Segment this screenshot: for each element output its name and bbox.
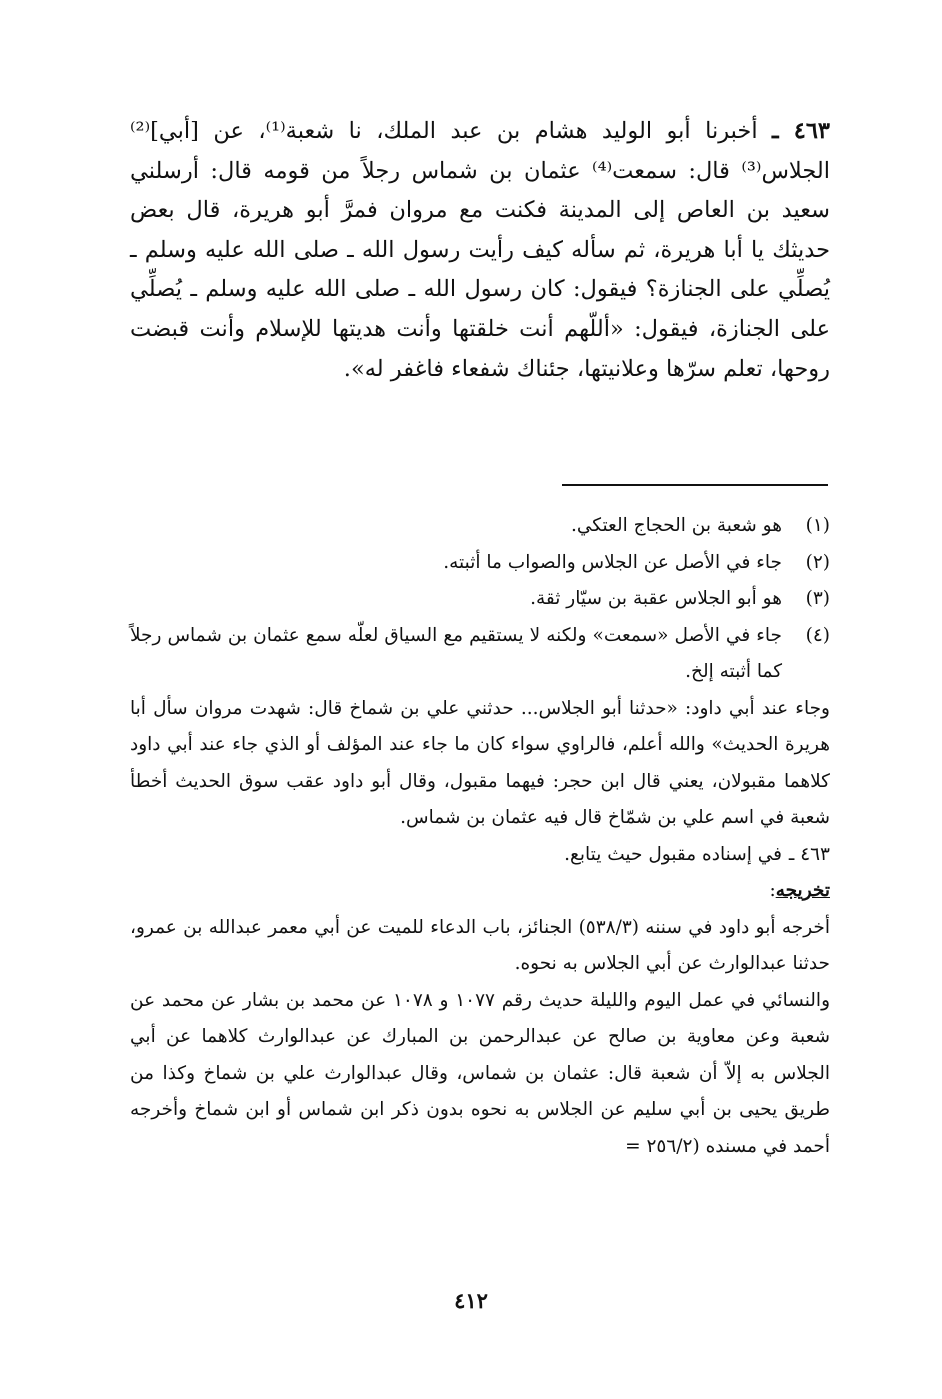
- hadith-paragraph: [130, 112, 830, 389]
- isnad-note: [130, 837, 830, 874]
- hadith-text: أخبرنا أبو الوليد هشام بن عبد الملك، نا شعبة⁽¹⁾، عن [أبي]⁽²⁾ الجلاس⁽³⁾ قال: سمعت⁽⁴⁾ عثمان بن شماس رجلاً من قومه قال: أرسلني سعيد بن العاص إلى المدينة فكنت مع مروان فمرَّ أبو هريرة، قال بعض حديثك يا أبا هريرة، ثم سأله كيف رأيت رسول الله ـ صلى الله عليه وسلم ـ يُصلِّي على الجنازة؟ فيقول: كان رسول الله ـ صلى الله عليه وسلم ـ يُصلِّي على الجنازة، فيقول: «أللّهم أنت خلقتها وأنت هديتها للإسلام وأنت قبضت روحها، تعلم سرّها وعلانيتها، جئناك شفعاء فاغفر له».: [130, 118, 830, 382]
- abu-dawud-note: وجاء عند أبي داود: «حدثنا أبو الجلاس... حدثني علي بن شماخ قال: شهدت مروان سأل أبا هريرة الحديث» والله أعلم، فالراوي سواء كان ما جاء عند المؤلف أو الذي جاء عند أبي داود كلاهما مقبولان، يعني قال ابن حجر: فيهما مقبول، وقال أبو داود عقب سوق الحديث أخطأ شعبة في اسم علي بن شمّاخ قال فيه عثمان بن شماس.: [130, 697, 830, 828]
- hadith-number: ٤٦٣ ـ: [772, 118, 830, 144]
- takhrij-colon: :: [769, 880, 776, 901]
- footnote-separator: [562, 484, 828, 486]
- page-number: ٤١٢: [454, 1288, 488, 1313]
- hadith-main-text: [130, 112, 830, 389]
- takhrij-paragraph: أخرجه أبو داود في سننه (٥٣٨/٣) الجنائز، باب الدعاء للميت عن أبي معمر عبدالله بن عمرو، حدثنا عبدالوارث عن أبي الجلاس به نحوه.: [130, 916, 830, 974]
- footnotes-section: [130, 508, 830, 1165]
- isnad-number: ٤٦٣ ـ: [788, 843, 830, 865]
- footnote: [130, 581, 830, 618]
- isnad-text: في إسناده مقبول حيث يتابع.: [564, 843, 782, 865]
- takhrij-paragraph: والنسائي في عمل اليوم والليلة حديث رقم ١٠٧٧ و ١٠٧٨ عن محمد بن بشار عن محمد عن شعبة وعن معاوية بن صالح عن عبدالرحمن بن المبارك عن عبدالوارث كلاهما عن أبي الجلاس به إلاّ أن شعبة قال: عثمان بن شماس، وقال عبدالوارث علي بن شماخ وكذا من طريق يحيى بن أبي سليم عن الجلاس به نحوه بدون ذكر ابن شماس أو ابن شماخ وأخرجه أحمد في مسنده (٢٥٦/٢ =: [130, 989, 831, 1157]
- footnote-text: هو شعبة بن الحجاج العتكي.: [570, 515, 782, 536]
- takhrij-heading-line: [130, 873, 830, 910]
- footnote-number: (٤): [805, 624, 830, 646]
- footnote: [130, 508, 830, 545]
- footnote-number: (٣): [805, 588, 830, 609]
- footnote-text: جاء في الأصل «سمعت» ولكنه لا يستقيم مع السياق لعلّه سمع عثمان بن شماس رجلاً كما أثبته إلخ.: [130, 624, 782, 682]
- takhrij-heading: تخريجه: [775, 880, 830, 901]
- footnote-text: جاء في الأصل عن الجلاس والصواب ما أثبته.: [443, 551, 782, 573]
- footnote: [130, 618, 830, 691]
- footnote-number: (٢): [805, 551, 830, 573]
- footnote-number: (١): [805, 515, 830, 536]
- footnote: [130, 545, 830, 582]
- footnote-text: هو أبو الجلاس عقبة بن سيّار ثقة.: [530, 588, 782, 609]
